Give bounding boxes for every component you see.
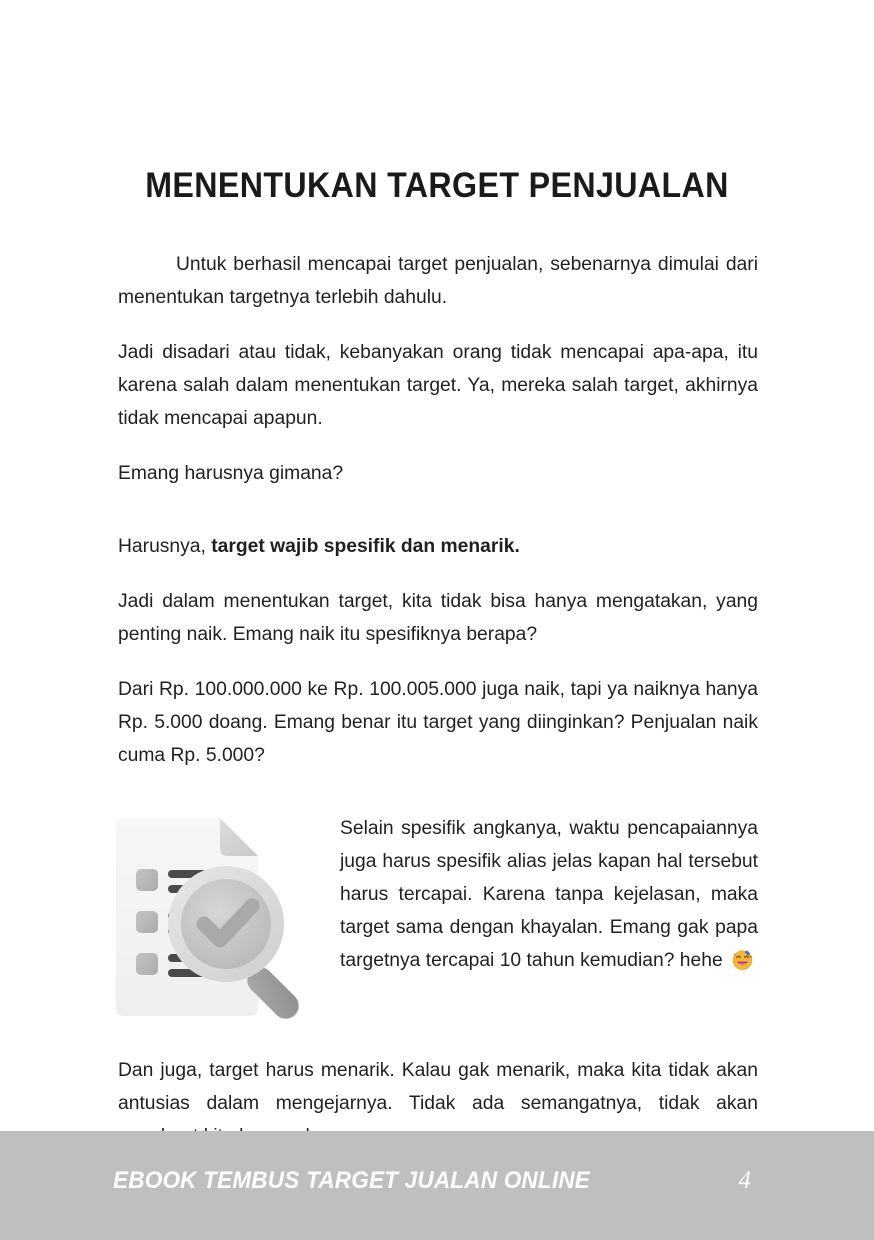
footer-book-title: EBOOK TEMBUS TARGET JUALAN ONLINE: [113, 1167, 591, 1194]
paragraph-rule-emphasis: target wajib spesifik dan menarik.: [211, 536, 520, 557]
paragraph-intro: Untuk berhasil mencapai target penjualan, sebenarnya dimulai dari menentukan targetnya terlebih dahulu.: [118, 254, 758, 308]
paragraph-rule: [118, 530, 758, 563]
paragraph-question: Emang harusnya gimana?: [118, 463, 344, 484]
paragraph-attractive: Dan juga, target harus menarik. Kalau gak menarik, maka kita tidak akan antusias dalam mengejarnya. Tidak ada semangatnya, tidak akan: [118, 1060, 758, 1114]
checklist-magnifier-icon: [110, 812, 328, 1030]
page-footer: [0, 1131, 874, 1240]
paragraph-awareness: Jadi disadari atau tidak, kebanyakan orang tidak mencapai apa-apa, itu karena salah dalam menentukan target. Ya, mereka salah target, akhirnya tidak mencapai apapun.: [118, 342, 758, 429]
figure-with-text: [118, 812, 758, 1030]
page-title: MENENTUKAN TARGET PENJUALAN: [145, 166, 729, 206]
footer-page-number: 4: [738, 1167, 751, 1194]
document-body: [118, 248, 758, 1175]
paragraph-specific: Jadi dalam menentukan target, kita tidak bisa hanya mengatakan, yang penting naik. Emang naik itu spesifiknya berapa?: [118, 591, 758, 645]
paragraph-rupiah-example: Dari Rp. 100.000.000 ke Rp. 100.005.000 juga naik, tapi ya naiknya hanya Rp. 5.000 doang. Emang benar itu target yang diinginkan? Penjualan naik cuma Rp. 5.000?: [118, 679, 758, 766]
footer-content: [113, 1167, 761, 1195]
paragraph-timebound-text: Selain spesifik angkanya, waktu pencapaiannya juga harus spesifik alias jelas kapan hal tersebut harus tercapai. Karena tanpa kejelasan, maka target sama dengan khayalan. Emang gak papa targetnya tercapai 10 tahun kemudian? hehe: [340, 818, 758, 971]
party-face-emoji-icon: [731, 948, 754, 971]
paragraph-rule-lead: Harusnya,: [118, 536, 212, 557]
